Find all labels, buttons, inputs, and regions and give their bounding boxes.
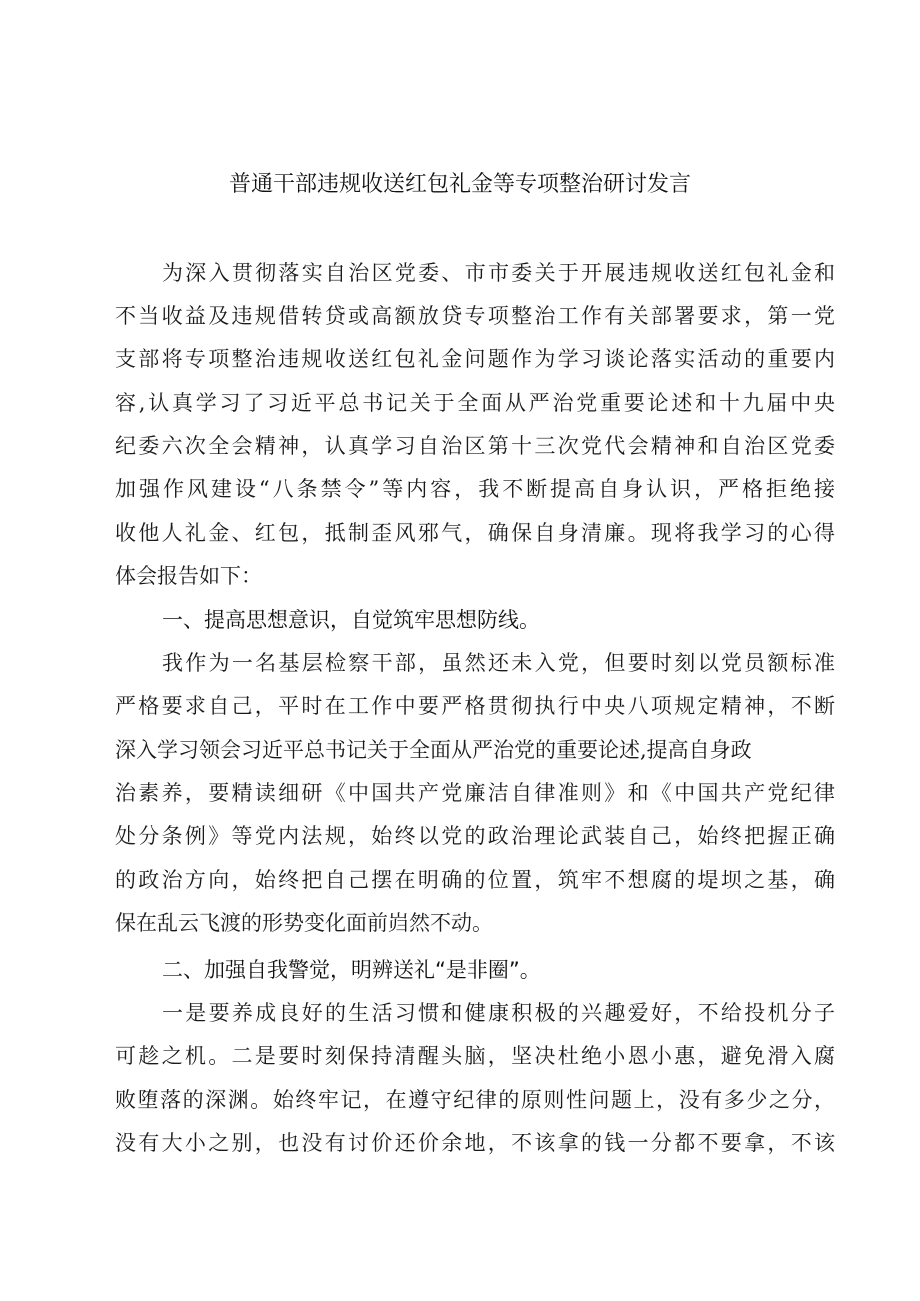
- section-2-line-2: 可趁之机。二是要时刻保持清醒头脑，坚决杜绝小恩小惠，避免滑入腐: [115, 1044, 835, 1068]
- section-2-line-1: 一是要养成良好的生活习惯和健康积极的兴趣爱好，不给投机分子: [162, 1001, 835, 1025]
- intro-line-1: 为深入贯彻落实自治区党委、市市委关于开展违规收送红包礼金和: [162, 261, 835, 285]
- intro-line-2: 不当收益及违规借转贷或高额放贷专项整治工作有关部署要求，第一党: [115, 304, 835, 328]
- intro-line-6: 加强作风建设“八条禁令”等内容，我不断提高自身认识，严格拒绝接: [115, 477, 835, 501]
- section-2-line-4: 没有大小之别，也没有讨价还价余地，不该拿的钱一分都不要拿，不该: [115, 1131, 835, 1155]
- section-1-line-6: 的政治方向，始终把自己摆在明确的位置，筑牢不想腐的堤坝之基，确: [115, 868, 835, 892]
- intro-line-7: 收他人礼金、红包，抵制歪风邪气，确保自身清廉。现将我学习的心得: [115, 521, 835, 545]
- section-1-heading: 一、提高思想意识，自觉筑牢思想防线。: [162, 608, 540, 632]
- section-1-line-4: 治素养，要精读细研《中国共产党廉洁自律准则》和《中国共产党纪律: [115, 781, 835, 805]
- section-1-line-2: 严格要求自己，平时在工作中要严格贯彻执行中央八项规定精神，不断: [115, 694, 835, 718]
- intro-line-8: 体会报告如下：: [115, 564, 262, 588]
- document-title: 普通干部违规收送红包礼金等专项整治研讨发言: [228, 172, 691, 197]
- intro-line-4: 容,认真学习了习近平总书记关于全面从严治党重要论述和十九届中央: [115, 391, 835, 415]
- intro-line-5: 纪委六次全会精神，认真学习自治区第十三次党代会精神和自治区党委: [115, 434, 835, 458]
- intro-line-3: 支部将专项整治违规收送红包礼金问题作为学习谈论落实活动的重要内: [115, 347, 835, 371]
- section-1-line-3: 深入学习领会习近平总书记关于全面从严治党的重要论述,提高自身政: [115, 738, 752, 762]
- section-1-line-5: 处分条例》等党内法规，始终以党的政治理论武装自己，始终把握正确: [115, 824, 835, 848]
- section-2-heading: 二、加强自我警觉，明辨送礼“是非圈”。: [162, 958, 541, 982]
- section-2-line-3: 败堕落的深渊。始终牢记，在遵守纪律的原则性问题上，没有多少之分，: [115, 1088, 835, 1112]
- section-1-line-1: 我作为一名基层检察干部，虽然还未入党，但要时刻以党员额标准: [162, 651, 835, 675]
- section-1-line-7: 保在乱云飞渡的形势变化面前岿然不动。: [115, 911, 493, 935]
